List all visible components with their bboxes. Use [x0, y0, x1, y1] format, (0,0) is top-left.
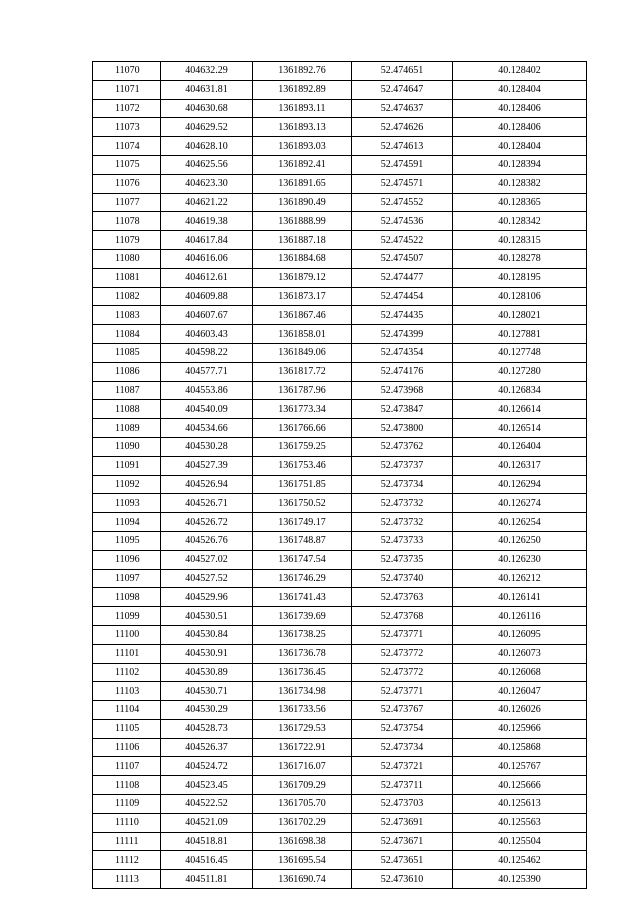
easting-cell: 404526.37: [161, 738, 253, 757]
latitude-cell: 40.128406: [453, 99, 587, 118]
easting-cell: 404623.30: [161, 174, 253, 193]
easting-cell: 404524.72: [161, 757, 253, 776]
latitude-cell: 40.126047: [453, 682, 587, 701]
easting-cell: 404621.22: [161, 193, 253, 212]
northing-cell: 1361887.18: [253, 231, 352, 250]
longitude-cell: 52.474522: [352, 231, 453, 250]
northing-cell: 1361879.12: [253, 268, 352, 287]
point-id-cell: 11109: [93, 795, 161, 814]
latitude-cell: 40.125868: [453, 738, 587, 757]
easting-cell: 404527.39: [161, 456, 253, 475]
northing-cell: 1361867.46: [253, 306, 352, 325]
latitude-cell: 40.127748: [453, 343, 587, 362]
northing-cell: 1361873.17: [253, 287, 352, 306]
northing-cell: 1361891.65: [253, 174, 352, 193]
northing-cell: 1361690.74: [253, 870, 352, 889]
easting-cell: 404529.96: [161, 588, 253, 607]
table-row: [93, 494, 587, 513]
latitude-cell: 40.126073: [453, 644, 587, 663]
easting-cell: 404625.56: [161, 155, 253, 174]
point-id-cell: 11106: [93, 738, 161, 757]
longitude-cell: 52.473763: [352, 588, 453, 607]
northing-cell: 1361749.17: [253, 513, 352, 532]
table-row: [93, 362, 587, 381]
latitude-cell: 40.126095: [453, 625, 587, 644]
table-row: [93, 870, 587, 889]
northing-cell: 1361709.29: [253, 776, 352, 795]
latitude-cell: 40.126614: [453, 400, 587, 419]
point-id-cell: 11088: [93, 400, 161, 419]
point-id-cell: 11095: [93, 531, 161, 550]
northing-cell: 1361773.34: [253, 400, 352, 419]
point-id-cell: 11084: [93, 325, 161, 344]
easting-cell: 404526.71: [161, 494, 253, 513]
longitude-cell: 52.473721: [352, 757, 453, 776]
easting-cell: 404616.06: [161, 249, 253, 268]
northing-cell: 1361858.01: [253, 325, 352, 344]
easting-cell: 404522.52: [161, 795, 253, 814]
easting-cell: 404521.09: [161, 813, 253, 832]
latitude-cell: 40.126068: [453, 663, 587, 682]
northing-cell: 1361759.25: [253, 437, 352, 456]
northing-cell: 1361888.99: [253, 212, 352, 231]
point-id-cell: 11104: [93, 701, 161, 720]
latitude-cell: 40.127280: [453, 362, 587, 381]
latitude-cell: 40.126404: [453, 437, 587, 456]
longitude-cell: 52.473762: [352, 437, 453, 456]
easting-cell: 404511.81: [161, 870, 253, 889]
point-id-cell: 11093: [93, 494, 161, 513]
northing-cell: 1361892.41: [253, 155, 352, 174]
longitude-cell: 52.473771: [352, 682, 453, 701]
longitude-cell: 52.473732: [352, 494, 453, 513]
northing-cell: 1361748.87: [253, 531, 352, 550]
easting-cell: 404518.81: [161, 832, 253, 851]
point-id-cell: 11085: [93, 343, 161, 362]
northing-cell: 1361741.43: [253, 588, 352, 607]
latitude-cell: 40.128365: [453, 193, 587, 212]
longitude-cell: 52.473732: [352, 513, 453, 532]
point-id-cell: 11089: [93, 419, 161, 438]
easting-cell: 404612.61: [161, 268, 253, 287]
northing-cell: 1361747.54: [253, 550, 352, 569]
longitude-cell: 52.473711: [352, 776, 453, 795]
point-id-cell: 11094: [93, 513, 161, 532]
point-id-cell: 11097: [93, 569, 161, 588]
longitude-cell: 52.473771: [352, 625, 453, 644]
northing-cell: 1361893.03: [253, 137, 352, 156]
northing-cell: 1361733.56: [253, 701, 352, 720]
latitude-cell: 40.126274: [453, 494, 587, 513]
northing-cell: 1361722.91: [253, 738, 352, 757]
northing-cell: 1361736.78: [253, 644, 352, 663]
easting-cell: 404609.88: [161, 287, 253, 306]
point-id-cell: 11113: [93, 870, 161, 889]
longitude-cell: 52.474176: [352, 362, 453, 381]
longitude-cell: 52.473691: [352, 813, 453, 832]
table-row: [93, 80, 587, 99]
table-row: [93, 193, 587, 212]
longitude-cell: 52.473772: [352, 644, 453, 663]
latitude-cell: 40.125613: [453, 795, 587, 814]
latitude-cell: 40.127881: [453, 325, 587, 344]
longitude-cell: 52.474637: [352, 99, 453, 118]
table-row: [93, 62, 587, 81]
latitude-cell: 40.128342: [453, 212, 587, 231]
latitude-cell: 40.125563: [453, 813, 587, 832]
point-id-cell: 11111: [93, 832, 161, 851]
latitude-cell: 40.128382: [453, 174, 587, 193]
point-id-cell: 11082: [93, 287, 161, 306]
table-row: [93, 381, 587, 400]
latitude-cell: 40.125390: [453, 870, 587, 889]
easting-cell: 404530.28: [161, 437, 253, 456]
table-row: [93, 832, 587, 851]
northing-cell: 1361893.11: [253, 99, 352, 118]
latitude-cell: 40.126834: [453, 381, 587, 400]
point-id-cell: 11103: [93, 682, 161, 701]
latitude-cell: 40.128106: [453, 287, 587, 306]
longitude-cell: 52.473800: [352, 419, 453, 438]
easting-cell: 404526.72: [161, 513, 253, 532]
northing-cell: 1361738.25: [253, 625, 352, 644]
easting-cell: 404530.71: [161, 682, 253, 701]
table-row: [93, 306, 587, 325]
table-row: [93, 400, 587, 419]
northing-cell: 1361766.66: [253, 419, 352, 438]
table-row: [93, 663, 587, 682]
table-row: [93, 249, 587, 268]
table-row: [93, 588, 587, 607]
latitude-cell: 40.126230: [453, 550, 587, 569]
longitude-cell: 52.473768: [352, 607, 453, 626]
longitude-cell: 52.473737: [352, 456, 453, 475]
easting-cell: 404628.10: [161, 137, 253, 156]
point-id-cell: 11092: [93, 475, 161, 494]
table-row: [93, 569, 587, 588]
latitude-cell: 40.125666: [453, 776, 587, 795]
latitude-cell: 40.126250: [453, 531, 587, 550]
latitude-cell: 40.125462: [453, 851, 587, 870]
table-row: [93, 701, 587, 720]
longitude-cell: 52.473610: [352, 870, 453, 889]
point-id-cell: 11072: [93, 99, 161, 118]
easting-cell: 404619.38: [161, 212, 253, 231]
latitude-cell: 40.126514: [453, 419, 587, 438]
longitude-cell: 52.473734: [352, 475, 453, 494]
table-row: [93, 325, 587, 344]
table-row: [93, 757, 587, 776]
table-row: [93, 419, 587, 438]
easting-cell: 404598.22: [161, 343, 253, 362]
easting-cell: 404530.91: [161, 644, 253, 663]
latitude-cell: 40.128402: [453, 62, 587, 81]
longitude-cell: 52.474536: [352, 212, 453, 231]
latitude-cell: 40.126026: [453, 701, 587, 720]
easting-cell: 404528.73: [161, 719, 253, 738]
northing-cell: 1361751.85: [253, 475, 352, 494]
northing-cell: 1361716.07: [253, 757, 352, 776]
easting-cell: 404553.86: [161, 381, 253, 400]
point-id-cell: 11080: [93, 249, 161, 268]
longitude-cell: 52.474354: [352, 343, 453, 362]
northing-cell: 1361739.69: [253, 607, 352, 626]
table-row: [93, 851, 587, 870]
point-id-cell: 11108: [93, 776, 161, 795]
point-id-cell: 11076: [93, 174, 161, 193]
easting-cell: 404630.68: [161, 99, 253, 118]
longitude-cell: 52.473735: [352, 550, 453, 569]
northing-cell: 1361702.29: [253, 813, 352, 832]
northing-cell: 1361787.96: [253, 381, 352, 400]
longitude-cell: 52.473847: [352, 400, 453, 419]
point-id-cell: 11102: [93, 663, 161, 682]
easting-cell: 404516.45: [161, 851, 253, 870]
point-id-cell: 11086: [93, 362, 161, 381]
northing-cell: 1361734.98: [253, 682, 352, 701]
table-row: [93, 137, 587, 156]
easting-cell: 404629.52: [161, 118, 253, 137]
latitude-cell: 40.126254: [453, 513, 587, 532]
table-row: [93, 437, 587, 456]
table-row: [93, 795, 587, 814]
longitude-cell: 52.474399: [352, 325, 453, 344]
latitude-cell: 40.128404: [453, 137, 587, 156]
table-row: [93, 625, 587, 644]
longitude-cell: 52.474651: [352, 62, 453, 81]
latitude-cell: 40.128406: [453, 118, 587, 137]
easting-cell: 404540.09: [161, 400, 253, 419]
easting-cell: 404534.66: [161, 419, 253, 438]
northing-cell: 1361695.54: [253, 851, 352, 870]
table-row: [93, 738, 587, 757]
latitude-cell: 40.125504: [453, 832, 587, 851]
table-row: [93, 644, 587, 663]
table-row: [93, 287, 587, 306]
table-row: [93, 776, 587, 795]
longitude-cell: 52.473703: [352, 795, 453, 814]
table-row: [93, 813, 587, 832]
longitude-cell: 52.474435: [352, 306, 453, 325]
northing-cell: 1361753.46: [253, 456, 352, 475]
northing-cell: 1361746.29: [253, 569, 352, 588]
latitude-cell: 40.128404: [453, 80, 587, 99]
coordinate-table-body: [93, 62, 587, 889]
latitude-cell: 40.128021: [453, 306, 587, 325]
point-id-cell: 11105: [93, 719, 161, 738]
coordinate-table: [92, 61, 587, 889]
table-row: [93, 513, 587, 532]
longitude-cell: 52.473767: [352, 701, 453, 720]
longitude-cell: 52.473772: [352, 663, 453, 682]
point-id-cell: 11110: [93, 813, 161, 832]
easting-cell: 404530.51: [161, 607, 253, 626]
table-row: [93, 719, 587, 738]
point-id-cell: 11077: [93, 193, 161, 212]
table-row: [93, 531, 587, 550]
point-id-cell: 11075: [93, 155, 161, 174]
easting-cell: 404526.94: [161, 475, 253, 494]
northing-cell: 1361849.06: [253, 343, 352, 362]
easting-cell: 404603.43: [161, 325, 253, 344]
northing-cell: 1361884.68: [253, 249, 352, 268]
longitude-cell: 52.473733: [352, 531, 453, 550]
table-row: [93, 212, 587, 231]
longitude-cell: 52.474591: [352, 155, 453, 174]
point-id-cell: 11098: [93, 588, 161, 607]
latitude-cell: 40.125966: [453, 719, 587, 738]
longitude-cell: 52.474507: [352, 249, 453, 268]
northing-cell: 1361890.49: [253, 193, 352, 212]
point-id-cell: 11078: [93, 212, 161, 231]
easting-cell: 404527.02: [161, 550, 253, 569]
northing-cell: 1361750.52: [253, 494, 352, 513]
table-row: [93, 231, 587, 250]
longitude-cell: 52.474571: [352, 174, 453, 193]
northing-cell: 1361817.72: [253, 362, 352, 381]
easting-cell: 404631.81: [161, 80, 253, 99]
table-row: [93, 99, 587, 118]
point-id-cell: 11081: [93, 268, 161, 287]
table-row: [93, 155, 587, 174]
point-id-cell: 11099: [93, 607, 161, 626]
longitude-cell: 52.474626: [352, 118, 453, 137]
northing-cell: 1361698.38: [253, 832, 352, 851]
table-row: [93, 343, 587, 362]
longitude-cell: 52.474647: [352, 80, 453, 99]
easting-cell: 404523.45: [161, 776, 253, 795]
longitude-cell: 52.473671: [352, 832, 453, 851]
longitude-cell: 52.474552: [352, 193, 453, 212]
northing-cell: 1361736.45: [253, 663, 352, 682]
latitude-cell: 40.126317: [453, 456, 587, 475]
longitude-cell: 52.473734: [352, 738, 453, 757]
longitude-cell: 52.473651: [352, 851, 453, 870]
latitude-cell: 40.128195: [453, 268, 587, 287]
point-id-cell: 11101: [93, 644, 161, 663]
northing-cell: 1361893.13: [253, 118, 352, 137]
easting-cell: 404617.84: [161, 231, 253, 250]
longitude-cell: 52.474613: [352, 137, 453, 156]
latitude-cell: 40.126141: [453, 588, 587, 607]
point-id-cell: 11074: [93, 137, 161, 156]
point-id-cell: 11083: [93, 306, 161, 325]
point-id-cell: 11070: [93, 62, 161, 81]
latitude-cell: 40.126116: [453, 607, 587, 626]
point-id-cell: 11087: [93, 381, 161, 400]
point-id-cell: 11112: [93, 851, 161, 870]
point-id-cell: 11071: [93, 80, 161, 99]
easting-cell: 404632.29: [161, 62, 253, 81]
northing-cell: 1361729.53: [253, 719, 352, 738]
table-row: [93, 174, 587, 193]
point-id-cell: 11079: [93, 231, 161, 250]
northing-cell: 1361705.70: [253, 795, 352, 814]
table-row: [93, 268, 587, 287]
latitude-cell: 40.128394: [453, 155, 587, 174]
table-row: [93, 456, 587, 475]
easting-cell: 404526.76: [161, 531, 253, 550]
point-id-cell: 11073: [93, 118, 161, 137]
table-row: [93, 682, 587, 701]
point-id-cell: 11091: [93, 456, 161, 475]
latitude-cell: 40.125767: [453, 757, 587, 776]
longitude-cell: 52.473740: [352, 569, 453, 588]
table-row: [93, 118, 587, 137]
easting-cell: 404607.67: [161, 306, 253, 325]
table-row: [93, 550, 587, 569]
easting-cell: 404530.84: [161, 625, 253, 644]
longitude-cell: 52.474477: [352, 268, 453, 287]
latitude-cell: 40.128315: [453, 231, 587, 250]
northing-cell: 1361892.76: [253, 62, 352, 81]
easting-cell: 404527.52: [161, 569, 253, 588]
latitude-cell: 40.126212: [453, 569, 587, 588]
latitude-cell: 40.128278: [453, 249, 587, 268]
point-id-cell: 11090: [93, 437, 161, 456]
longitude-cell: 52.473968: [352, 381, 453, 400]
easting-cell: 404530.89: [161, 663, 253, 682]
easting-cell: 404530.29: [161, 701, 253, 720]
longitude-cell: 52.473754: [352, 719, 453, 738]
table-row: [93, 475, 587, 494]
point-id-cell: 11107: [93, 757, 161, 776]
northing-cell: 1361892.89: [253, 80, 352, 99]
point-id-cell: 11096: [93, 550, 161, 569]
latitude-cell: 40.126294: [453, 475, 587, 494]
easting-cell: 404577.71: [161, 362, 253, 381]
longitude-cell: 52.474454: [352, 287, 453, 306]
table-row: [93, 607, 587, 626]
point-id-cell: 11100: [93, 625, 161, 644]
